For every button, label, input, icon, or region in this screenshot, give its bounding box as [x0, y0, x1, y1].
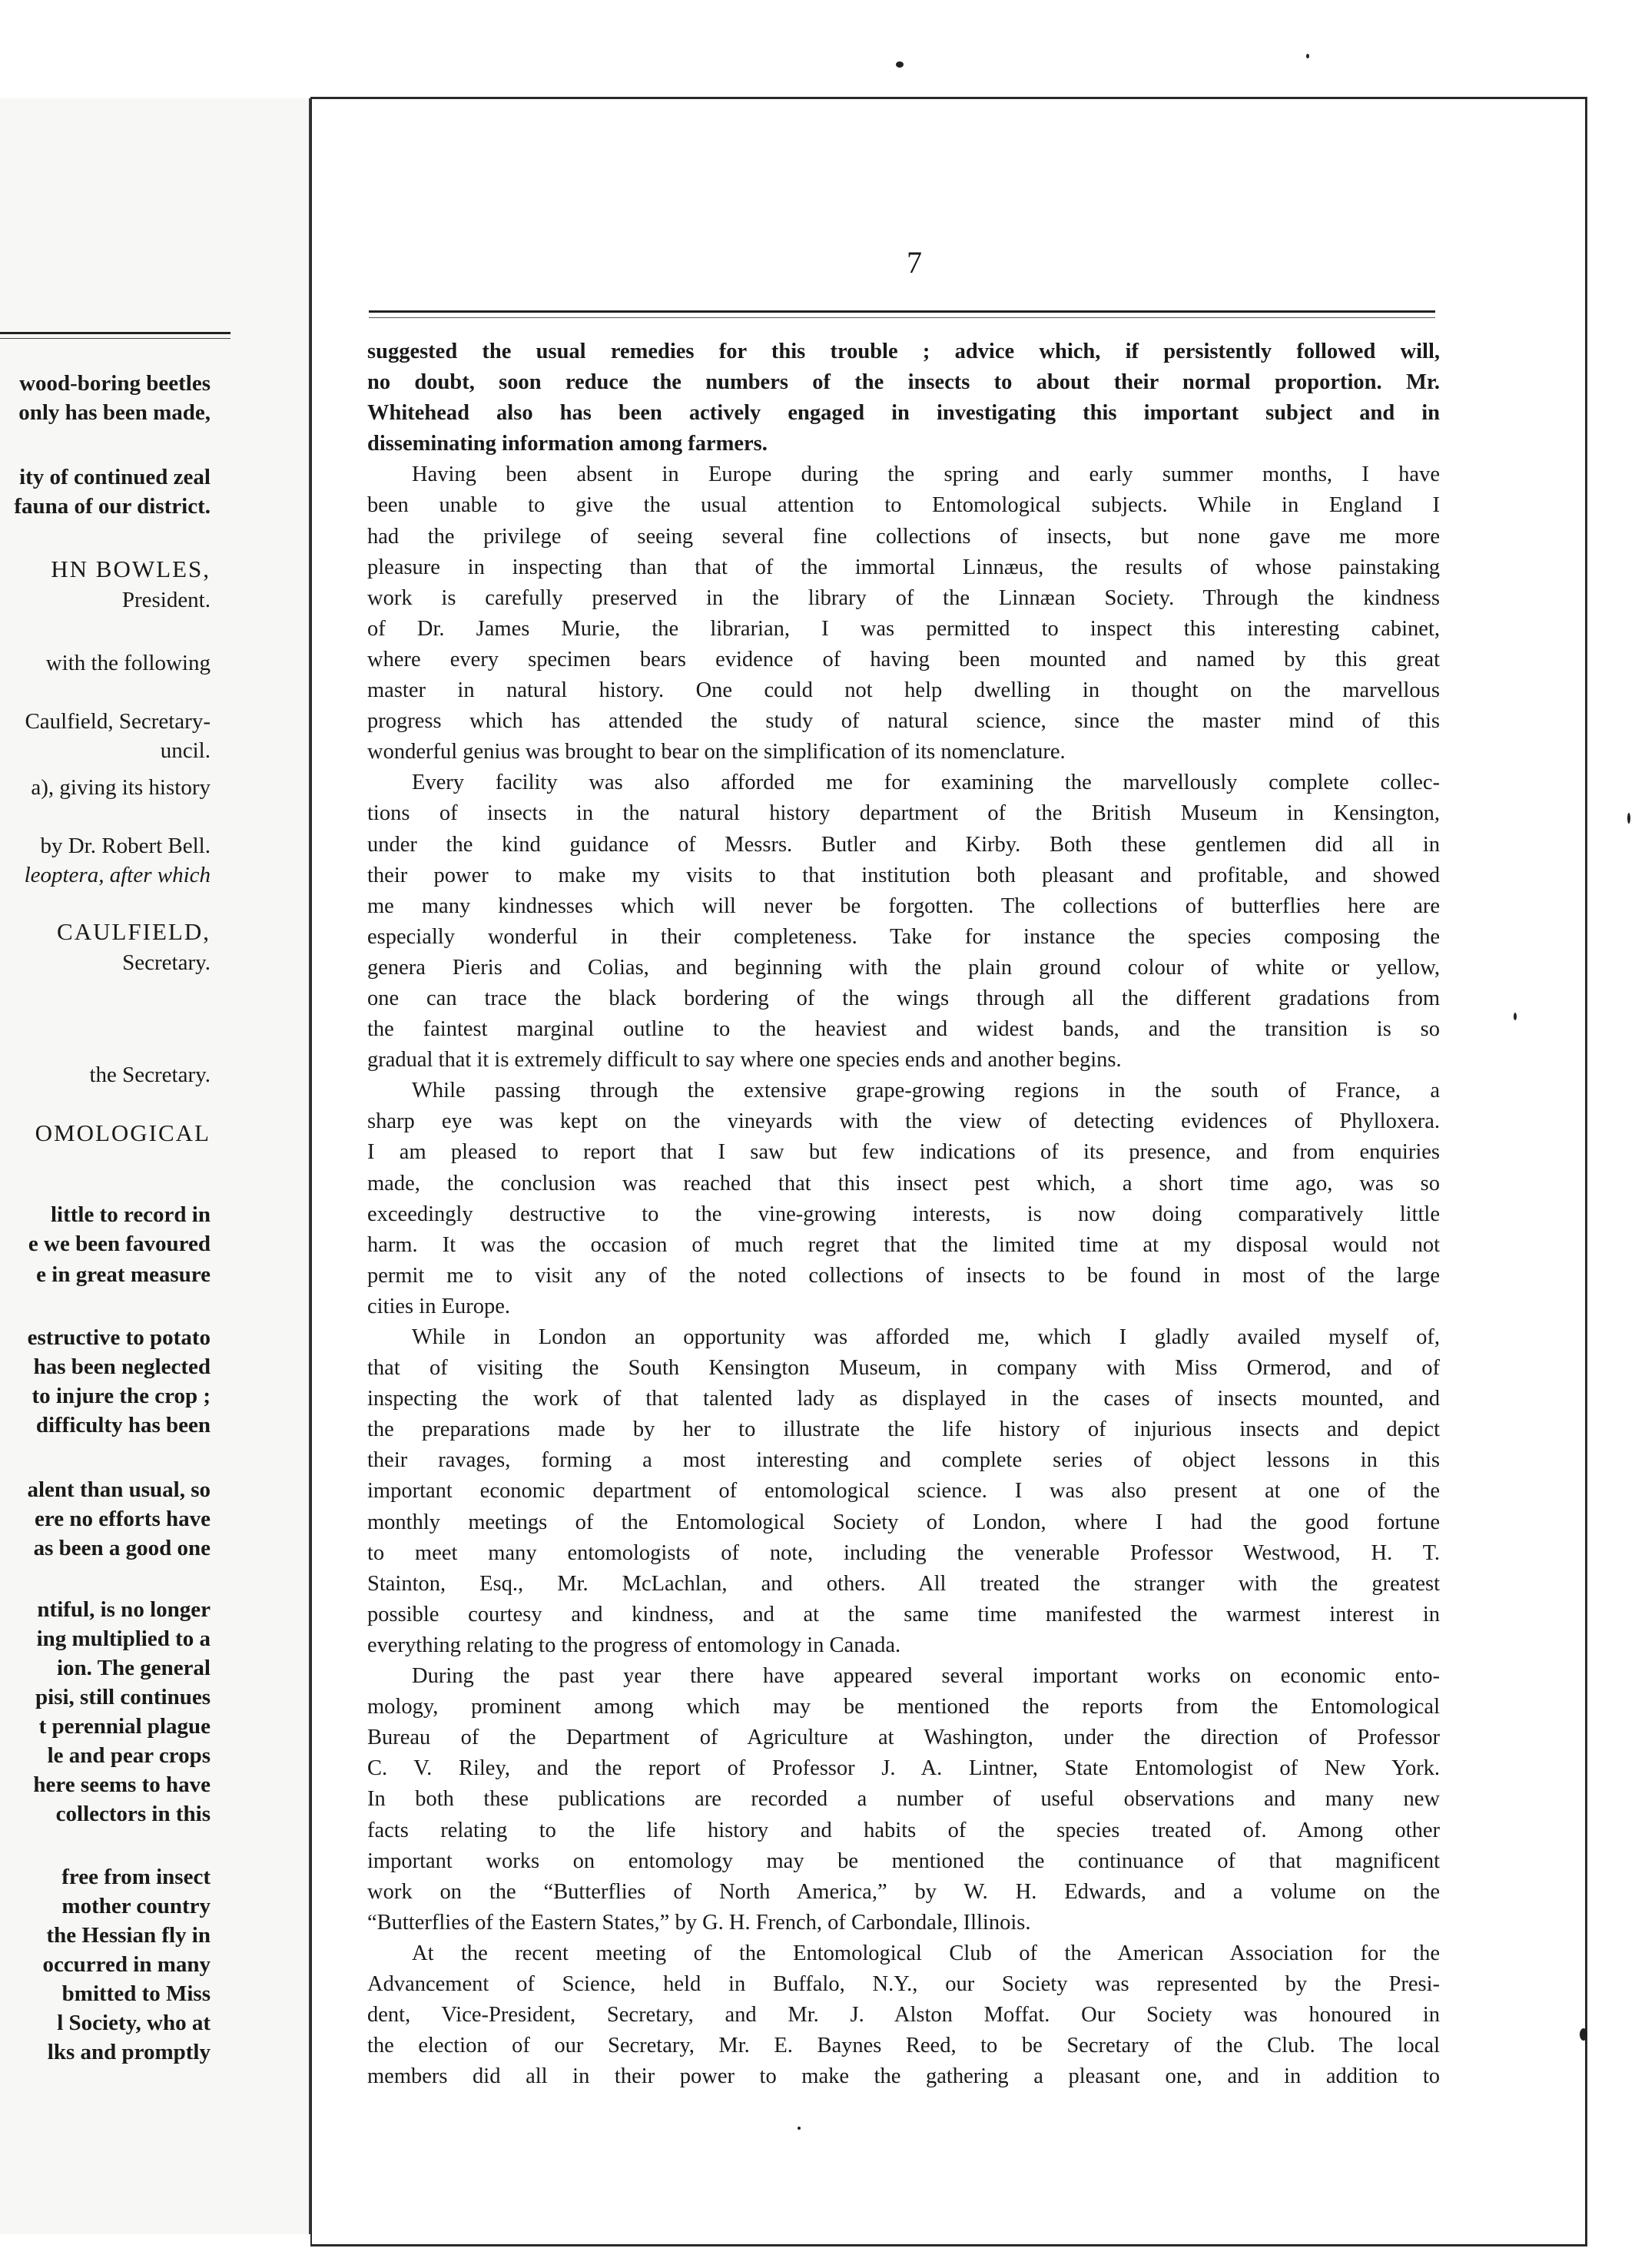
facing-page-line: OMOLOGICAL [35, 1119, 211, 1146]
text-line: suggested the usual remedies for this trouble ; advice which, if persistently followed will, [367, 340, 1440, 363]
facing-page-line: to injure the crop ; [32, 1384, 211, 1408]
text-line: Stainton, Esq., Mr. McLachlan, and others. All treated the stranger with the greatest [367, 1571, 1440, 1596]
text-line: been unable to give the usual attention to Entomological subjects. While in England I [367, 493, 1440, 518]
facing-page-line: only has been made, [18, 400, 211, 425]
facing-page-line: Caulfield, Secretary- [25, 709, 211, 734]
text-line: progress which has attended the study of natural science, since the master mind of this [367, 709, 1440, 734]
text-line: work on the “Butterflies of North America,” by W. H. Edwards, and a volume on the [367, 1879, 1440, 1904]
scan-speck [1306, 54, 1309, 58]
text-line: work is carefully preserved in the library of the Linnæan Society. Through the kindness [367, 585, 1440, 610]
facing-page-line: has been neglected [33, 1354, 211, 1379]
text-line: “Butterflies of the Eastern States,” by G. H. French, of Carbondale, Illinois. [367, 1910, 1031, 1935]
facing-page-line: with the following [45, 651, 211, 675]
facing-page-line: ntiful, is no longer [37, 1597, 211, 1622]
facing-page-line: mother country [61, 1894, 211, 1918]
text-line: the preparations made by her to illustrate the life history of injurious insects and depict [367, 1418, 1440, 1442]
text-line: of Dr. James Murie, the librarian, I was permitted to inspect this interesting cabinet, [367, 616, 1440, 641]
text-line: the election of our Secretary, Mr. E. Baynes Reed, to be Secretary of the Club. The local [367, 2034, 1440, 2058]
facing-page-line: CAULFIELD, [57, 918, 211, 945]
facing-page-line: ere no efforts have [35, 1507, 211, 1531]
text-line: had the privilege of seeing several fine collections of insects, but none gave me more [367, 524, 1440, 549]
text-line: that of visiting the South Kensington Museum, in company with Miss Ormerod, and of [367, 1356, 1440, 1381]
facing-page-line: a), giving its history [31, 775, 211, 800]
text-line: under the kind guidance of Messrs. Butler and Kirby. Both these gentlemen did all in [367, 832, 1440, 857]
text-line: master in natural history. One could not help dwelling in thought on the marvellous [367, 678, 1440, 703]
text-line: gradual that it is extremely difficult to say where one species ends and another begins. [367, 1048, 1122, 1073]
text-line: important works on entomology may be mentioned the continuance of that magnificent [367, 1849, 1440, 1873]
text-line: During the past year there have appeared several important works on economic ento- [412, 1664, 1440, 1689]
text-line: While passing through the extensive grape-growing regions in the south of France, a [412, 1079, 1440, 1103]
facing-page-line: little to record in [50, 1202, 211, 1227]
text-line: disseminating information among farmers. [367, 432, 768, 456]
text-line: facts relating to the life history and habits of the species treated of. Among other [367, 1818, 1440, 1842]
facing-page-line: the Secretary. [89, 1063, 211, 1087]
facing-page-line: uncil. [160, 738, 211, 763]
text-line: C. V. Riley, and the report of Professor J. A. Lintner, State Entomologist of New York. [367, 1756, 1440, 1781]
facing-page-line: the Hessian fly in [46, 1923, 211, 1948]
text-line: their power to make my visits to that institution both pleasant and profitable, and showed [367, 863, 1440, 887]
scan-speck [1580, 2028, 1587, 2041]
text-line: cities in Europe. [367, 1294, 510, 1318]
facing-page-line: e we been favoured [28, 1232, 211, 1256]
facing-page-rule [0, 332, 230, 334]
scan-speck [896, 61, 904, 68]
text-line: made, the conclusion was reached that this insect pest which, a short time ago, was so [367, 1171, 1440, 1195]
text-line: pleasure in inspecting than that of the immortal Linnæus, the results of whose painstaking [367, 555, 1440, 579]
text-line: genera Pieris and Colias, and beginning with the plain ground colour of white or yellow, [367, 955, 1440, 980]
text-line: tions of insects in the natural history department of the British Museum in Kensington, [367, 801, 1440, 826]
facing-page-line: leoptera, after which [24, 863, 211, 887]
facing-page-line: wood-boring beetles [19, 371, 211, 396]
text-line: At the recent meeting of the Entomological Club of the American Association for the [412, 1941, 1440, 1965]
facing-page-line: ing multiplied to a [36, 1626, 211, 1651]
facing-page-line: bmitted to Miss [61, 1981, 211, 2006]
facing-page-line: e in great measure [36, 1262, 211, 1287]
text-line: me many kindnesses which will never be forgotten. The collections of butterflies here are [367, 894, 1440, 918]
scan-speck [1627, 813, 1630, 824]
text-line: inspecting the work of that talented lady as displayed in the cases of insects mounted, and [367, 1387, 1440, 1411]
text-line: I am pleased to report that I saw but few indications of its presence, and from enquiries [367, 1140, 1440, 1165]
text-line: no doubt, soon reduce the numbers of the insects to about their normal proportion. Mr. [367, 370, 1440, 395]
facing-page-line: t perennial plague [38, 1714, 211, 1739]
facing-page-line: here seems to have [33, 1772, 211, 1797]
facing-page-line: occurred in many [42, 1952, 211, 1977]
text-line: exceedingly destructive to the vine-growing interests, is now doing comparatively little [367, 1202, 1440, 1226]
facing-page-line: collectors in this [55, 1802, 211, 1826]
scan-speck [798, 2127, 801, 2130]
text-line: wonderful genius was brought to bear on the simplification of its nomenclature. [367, 740, 1066, 764]
body-text [367, 337, 1440, 2092]
facing-page-line: President. [121, 588, 211, 612]
text-line: especially wonderful in their completeness. Take for instance the species composing the [367, 924, 1440, 949]
header-rule-thin [369, 317, 1435, 318]
facing-page-line: alent than usual, so [27, 1477, 211, 1502]
facing-page-line: HN BOWLES, [51, 555, 211, 582]
facing-page-line: ion. The general [56, 1656, 211, 1680]
facing-page-line: free from insect [61, 1865, 211, 1889]
facing-page-line: pisi, still continues [35, 1685, 211, 1709]
text-line: While in London an opportunity was afforded me, which I gladly availed myself of, [412, 1325, 1440, 1349]
text-line: members did all in their power to make the gathering a pleasant one, and in addition to [367, 2064, 1440, 2089]
facing-page-line: as been a good one [33, 1536, 211, 1560]
facing-page-rule-thin [0, 338, 230, 339]
header-rule [369, 310, 1435, 313]
page-number: 7 [907, 245, 922, 280]
scan-speck [1514, 1013, 1517, 1020]
text-line: important economic department of entomological science. I was also present at one of the [367, 1479, 1440, 1504]
text-line: Whitehead also has been actively engaged in investigating this important subject and in [367, 401, 1440, 426]
text-line: their ravages, forming a most interesting and complete series of object lessons in this [367, 1448, 1440, 1473]
text-line: Having been absent in Europe during the spring and early summer months, I have [412, 463, 1440, 487]
text-line: dent, Vice-President, Secretary, and Mr. J. Alston Moffat. Our Society was honoured in [367, 2003, 1440, 2028]
text-line: monthly meetings of the Entomological Society of London, where I had the good fortune [367, 1510, 1440, 1534]
text-line: In both these publications are recorded a number of useful observations and many new [367, 1787, 1440, 1812]
facing-page [0, 98, 311, 2234]
text-line: sharp eye was kept on the vineyards with the view of detecting evidences of Phylloxera. [367, 1109, 1440, 1134]
facing-page-line: fauna of our district. [14, 494, 211, 519]
text-line: Bureau of the Department of Agriculture at Washington, under the direction of Professor [367, 1726, 1440, 1750]
facing-page-line: Secretary. [122, 950, 211, 975]
text-line: Every facility was also afforded me for examining the marvellously complete collec- [412, 771, 1440, 795]
facing-page-line: difficulty has been [35, 1413, 211, 1437]
text-line: everything relating to the progress of entomology in Canada. [367, 1633, 901, 1657]
facing-page-line: by Dr. Robert Bell. [40, 834, 211, 858]
text-line: Advancement of Science, held in Buffalo, N.Y., our Society was represented by the Presi- [367, 1971, 1440, 1996]
facing-page-line: lks and promptly [47, 2040, 211, 2064]
facing-page-line: le and pear crops [47, 1743, 211, 1768]
text-line: to meet many entomologists of note, including the venerable Professor Westwood, H. T. [367, 1540, 1440, 1565]
facing-page-line: estructive to potato [27, 1325, 211, 1350]
facing-page-line: ity of continued zeal [19, 465, 211, 489]
text-line: mology, prominent among which may be mentioned the reports from the Entomological [367, 1695, 1440, 1719]
text-line: one can trace the black bordering of the wings through all the different gradations from [367, 986, 1440, 1010]
text-line: permit me to visit any of the noted collections of insects to be found in most of the large [367, 1263, 1440, 1288]
text-line: where every specimen bears evidence of having been mounted and named by this great [367, 647, 1440, 671]
text-line: possible courtesy and kindness, and at the same time manifested the warmest interest in [367, 1602, 1440, 1626]
facing-page-line: l Society, who at [57, 2011, 211, 2035]
text-line: the faintest marginal outline to the heaviest and widest bands, and the transition is so [367, 1017, 1440, 1042]
text-line: harm. It was the occasion of much regret that the limited time at my disposal would not [367, 1232, 1440, 1257]
